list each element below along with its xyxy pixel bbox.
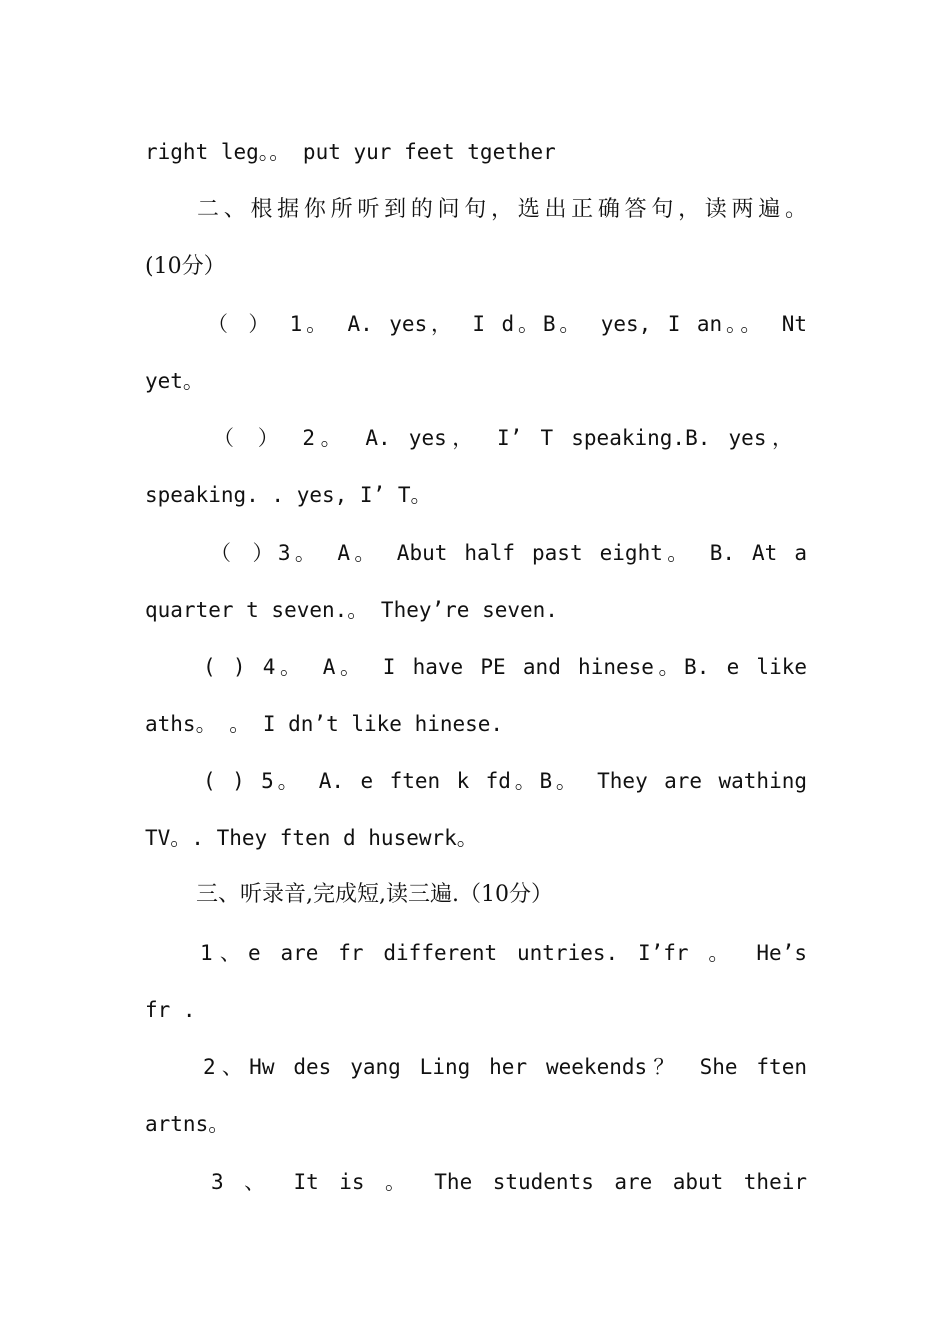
text-line: speaking. . yes, I’ T。 [145,483,432,507]
question-2: （ ） 2。 A. yes， I’ T speaking.B. yes， [213,426,793,450]
text-line: fr . [145,998,196,1022]
text-line: quarter t seven.。 They’re seven. [145,598,558,622]
question-4: ( ) 4。 A。 I have PE and hinese。B. e like [203,655,807,679]
question-3: （ ）3。 A。 Abut half past eight。 B. At a [210,541,807,565]
section-heading-2: 二、根据你所听到的问句，选出正确答句，读两遍。 [197,197,807,222]
text-line: TV。. They ften d husewrk。 [145,826,478,850]
question-5: ( ) 5。 A. e ften k fd。B。 They are wathing [203,769,807,793]
text-line: yet。 [145,369,204,393]
text-line: artns。 [145,1112,230,1136]
fill-item-1: 1、e are fr different untries. I’fr 。 He’s [200,941,807,965]
text-line: aths。 。 I dn’t like hinese. [145,712,504,736]
fill-item-3: 3 、 It is 。 The students are abut their [211,1170,807,1194]
fill-item-2: 2、Hw des yang Ling her weekends？ She ften [203,1055,807,1079]
section-score: (10分） [145,254,226,279]
question-1: （ ） 1。 A. yes， I d。B。 yes, I an。。 Nt [207,312,807,336]
section-heading-3: 三、听录音,完成短,读三遍.（10分） [196,882,553,907]
text-line: right leg。。 put yur feet tgether [145,140,556,164]
